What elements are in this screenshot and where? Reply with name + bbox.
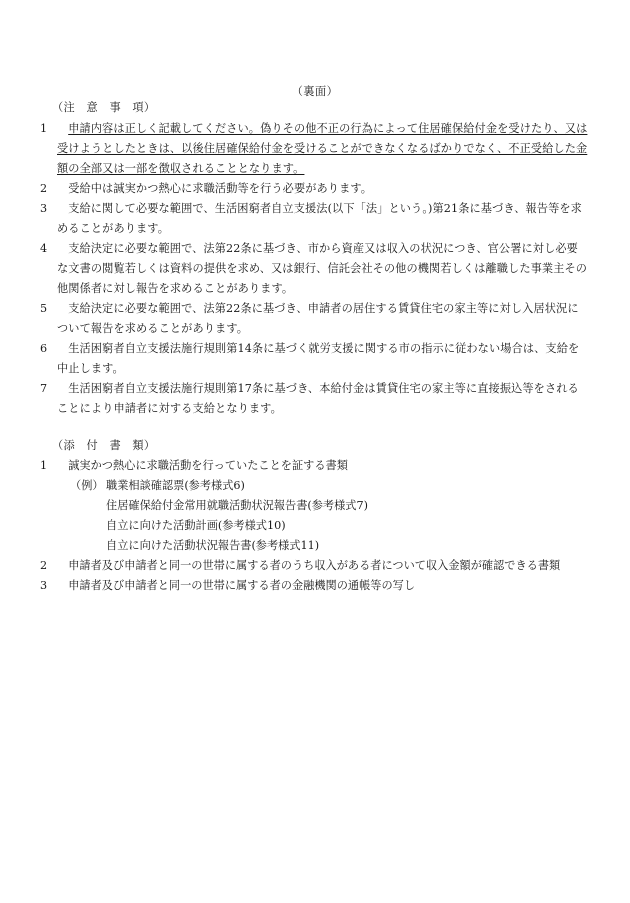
attachment-number: 1 [40,459,48,472]
note-item-3 [40,199,588,239]
note-text: 生活困窮者自立支援法施行規則第14条に基づく就労支援に関する市の指示に従わない場合は、支給を中止します。 [57,342,580,375]
attachment-item-3 [40,576,600,596]
example-row-3 [40,516,600,536]
attachment-item-1 [40,456,600,476]
note-item-1 [40,119,588,179]
example-label: （例） [70,479,104,492]
example-item: 職業相談確認票(参考様式6) [106,479,245,492]
note-item-4 [40,239,588,299]
example-row-2 [40,496,600,516]
note-number: 1 [40,122,48,135]
attachment-text: 誠実かつ熱心に求職活動を行っていたことを証する書類 [68,459,348,472]
note-number: 6 [40,342,48,355]
note-item-2 [40,179,588,199]
attachment-text: 申請者及び申請者と同一の世帯に属する者の金融機関の通帳等の写し [68,579,416,592]
note-number: 3 [40,202,48,215]
note-number: 4 [40,242,48,255]
notes-list [40,119,588,419]
page-heading: （裏面） [291,85,339,98]
example-row-4 [40,536,600,556]
note-item-6 [40,339,588,379]
attachment-number: 3 [40,579,48,592]
attachment-number: 2 [40,559,48,572]
note-number: 7 [40,382,48,395]
note-number: 5 [40,302,48,315]
example-item: 自立に向けた活動計画(参考様式10) [106,519,286,532]
note-text: 支給決定に必要な範囲で、法第22条に基づき、申請者の居住する賃貸住宅の家主等に対し入居状況について報告を求めることがあります。 [57,302,579,335]
note-text: 支給決定に必要な範囲で、法第22条に基づき、市から資産又は収入の状況につき、官公署に対し必要な文書の閲覧若しくは資料の提供を求め、又は銀行、信託会社その他の機関若しくは離職した事業主その他関係者に対し報告を求めることがあります。 [57,242,588,295]
example-item: 自立に向けた活動状況報告書(参考様式11) [106,539,320,552]
attachments-list [40,456,600,596]
note-text: 申請内容は正しく記載してください。偽りその他不正の行為によって住居確保給付金を受けたり、又は受けようとしたときは、以後住居確保給付金を受けることができなくなるばかりでなく、不正受給した金額の全部又は一部を徴収されることとなります。 [57,122,588,175]
notes-section-title: （注 意 事 項） [52,101,156,114]
example-item: 住居確保給付金常用就職活動状況報告書(参考様式7) [106,499,368,512]
attachments-section-title: （添 付 書 類） [52,439,156,452]
note-number: 2 [40,182,48,195]
note-text: 生活困窮者自立支援法施行規則第17条に基づき、本給付金は賃貸住宅の家主等に直接振込等をされることにより申請者に対する支給となります。 [57,382,579,415]
attachment-text: 申請者及び申請者と同一の世帯に属する者のうち収入がある者について収入金額が確認できる書類 [68,559,561,572]
attachment-item-2 [40,556,600,576]
example-row-1 [40,476,600,496]
note-text: 支給に関して必要な範囲で、生活困窮者自立支援法(以下「法」という。)第21条に基づき、報告等を求めることがあります。 [57,202,582,235]
note-item-7 [40,379,588,419]
note-item-5 [40,299,588,339]
note-text: 受給中は誠実かつ熱心に求職活動等を行う必要があります。 [68,182,373,195]
